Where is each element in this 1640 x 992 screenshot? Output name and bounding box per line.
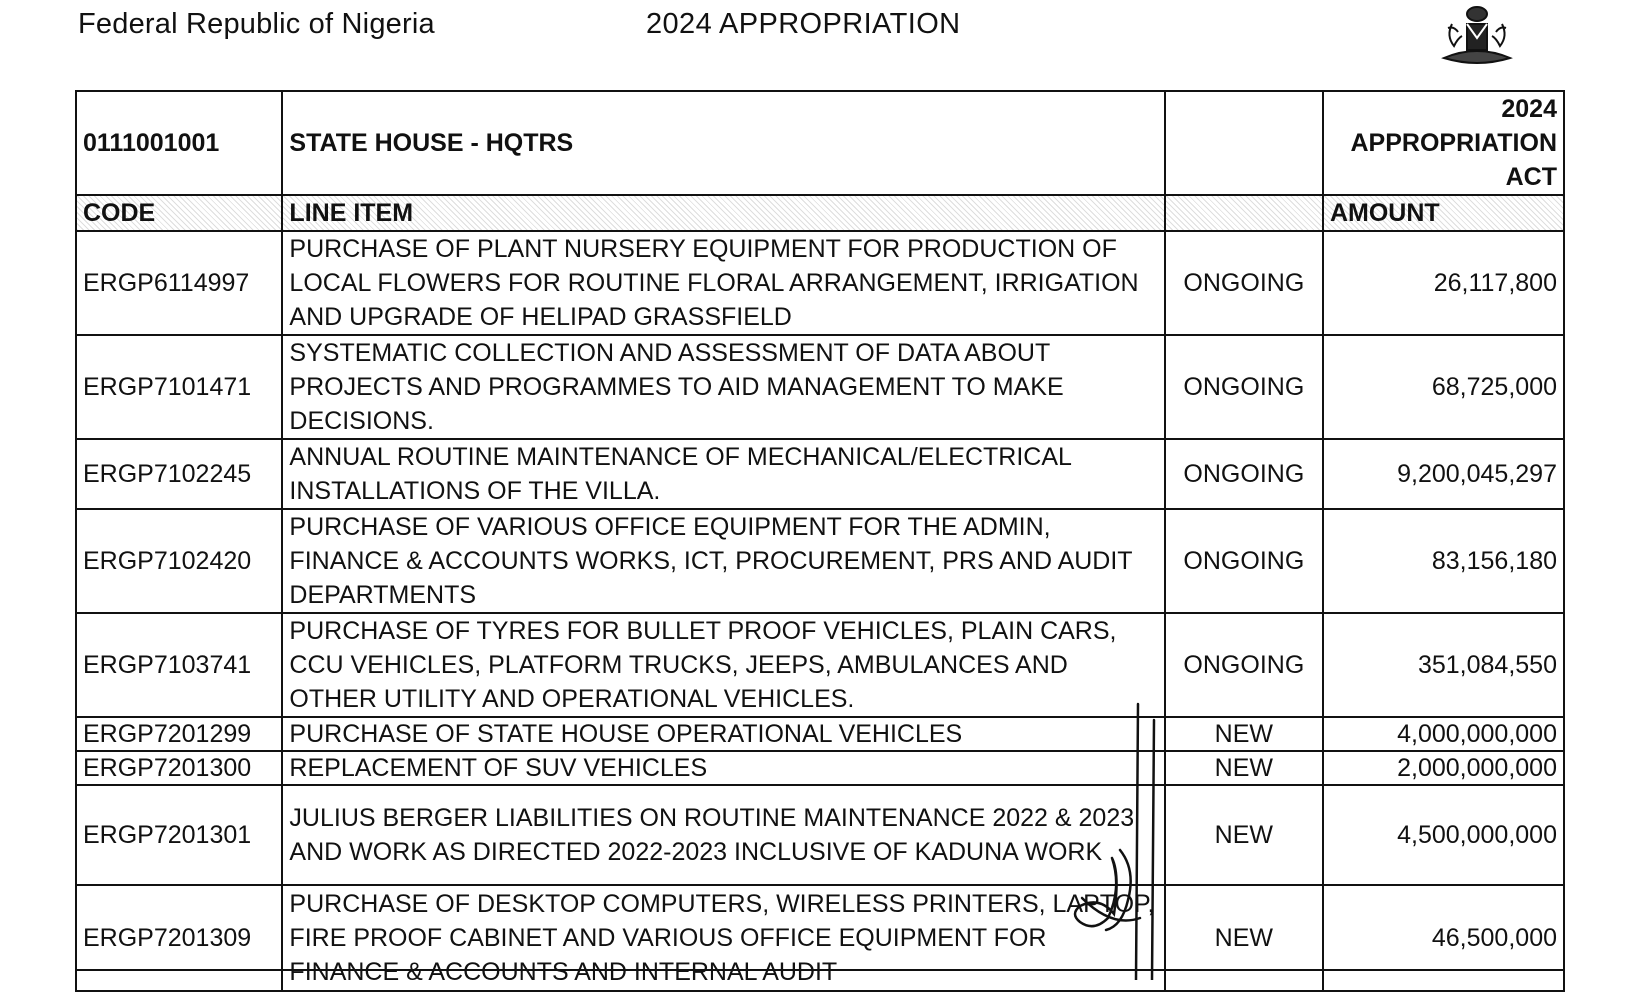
org-code: 0111001001	[76, 91, 282, 195]
row-amount: 2,000,000,000	[1323, 751, 1564, 785]
row-amount: 9,200,045,297	[1323, 439, 1564, 509]
row-amount: 83,156,180	[1323, 509, 1564, 613]
table-row	[76, 717, 1564, 751]
row-amount: 4,000,000,000	[1323, 717, 1564, 751]
table-row	[76, 335, 1564, 439]
table-row	[76, 785, 1564, 885]
row-item: PURCHASE OF VARIOUS OFFICE EQUIPMENT FOR THE ADMIN, FINANCE & ACCOUNTS WORKS, ICT, PROCUREMENT, PRS AND AUDIT DEPARTMENTS	[282, 509, 1164, 613]
table-row	[76, 231, 1564, 335]
table-row	[76, 751, 1564, 785]
row-code: ERGP7101471	[76, 335, 282, 439]
row-code: ERGP7201300	[76, 751, 282, 785]
table-row	[76, 613, 1564, 717]
row-amount: 4,500,000,000	[1323, 785, 1564, 885]
row-item: ANNUAL ROUTINE MAINTENANCE OF MECHANICAL/ELECTRICAL INSTALLATIONS OF THE VILLA.	[282, 439, 1164, 509]
row-status: NEW	[1165, 785, 1323, 885]
row-status: NEW	[1165, 751, 1323, 785]
row-item: PURCHASE OF PLANT NURSERY EQUIPMENT FOR PRODUCTION OF LOCAL FLOWERS FOR ROUTINE FLORAL ARRANGEMENT, IRRIGATION AND UPGRADE OF HELIPAD GRASSFIELD	[282, 231, 1164, 335]
row-code: ERGP7201299	[76, 717, 282, 751]
col-item-label: LINE ITEM	[282, 195, 1164, 231]
country-title: Federal Republic of Nigeria	[78, 8, 435, 40]
row-code: ERGP7102420	[76, 509, 282, 613]
row-amount: 68,725,000	[1323, 335, 1564, 439]
document-title: 2024 APPROPRIATION	[646, 8, 961, 40]
row-item: PURCHASE OF STATE HOUSE OPERATIONAL VEHICLES	[282, 717, 1164, 751]
row-code: ERGP7103741	[76, 613, 282, 717]
row-code: ERGP6114997	[76, 231, 282, 335]
row-code: ERGP7102245	[76, 439, 282, 509]
row-amount: 351,084,550	[1323, 613, 1564, 717]
row-code: ERGP7201309	[76, 885, 282, 991]
row-item: PURCHASE OF DESKTOP COMPUTERS, WIRELESS PRINTERS, LAPTOP, FIRE PROOF CABINET AND VARIOUS OFFICE EQUIPMENT FOR FINANCE & ACCOUNTS AND INTERNAL AUDIT	[282, 885, 1164, 991]
org-header-row	[76, 91, 1564, 195]
row-code: ERGP7201301	[76, 785, 282, 885]
amount-heading-act: ACT	[1505, 163, 1557, 191]
row-status: NEW	[1165, 717, 1323, 751]
table-row	[76, 439, 1564, 509]
row-item: JULIUS BERGER LIABILITIES ON ROUTINE MAINTENANCE 2022 & 2023 AND WORK AS DIRECTED 2022-2023 INCLUSIVE OF KADUNA WORK	[282, 785, 1164, 885]
row-status: ONGOING	[1165, 439, 1323, 509]
row-item: PURCHASE OF TYRES FOR BULLET PROOF VEHICLES, PLAIN CARS, CCU VEHICLES, PLATFORM TRUCKS, JEEPS, AMBULANCES AND OTHER UTILITY AND OPERATIONAL VEHICLES.	[282, 613, 1164, 717]
row-item: SYSTEMATIC COLLECTION AND ASSESSMENT OF DATA ABOUT PROJECTS AND PROGRAMMES TO AID MANAGEMENT TO MAKE DECISIONS.	[282, 335, 1164, 439]
col-amount-label: AMOUNT	[1323, 195, 1564, 231]
column-label-row	[76, 195, 1564, 231]
row-amount: 26,117,800	[1323, 231, 1564, 335]
coat-of-arms-icon	[1432, 2, 1522, 72]
row-amount: 46,500,000	[1323, 885, 1564, 991]
row-status: ONGOING	[1165, 509, 1323, 613]
row-status: NEW	[1165, 885, 1323, 991]
row-status: ONGOING	[1165, 231, 1323, 335]
col-code-label: CODE	[76, 195, 282, 231]
status-header-blank	[1165, 91, 1323, 195]
amount-heading-year: 2024	[1501, 95, 1557, 123]
row-item: REPLACEMENT OF SUV VEHICLES	[282, 751, 1164, 785]
table-row	[76, 509, 1564, 613]
amount-heading-appropriation: APPROPRIATION	[1350, 129, 1557, 157]
amount-heading	[1323, 91, 1564, 195]
row-status: ONGOING	[1165, 613, 1323, 717]
row-status: ONGOING	[1165, 335, 1323, 439]
appropriation-table	[75, 90, 1565, 992]
next-row-cutoff	[75, 969, 1565, 982]
org-name: STATE HOUSE - HQTRS	[282, 91, 1164, 195]
col-status-label	[1165, 195, 1323, 231]
